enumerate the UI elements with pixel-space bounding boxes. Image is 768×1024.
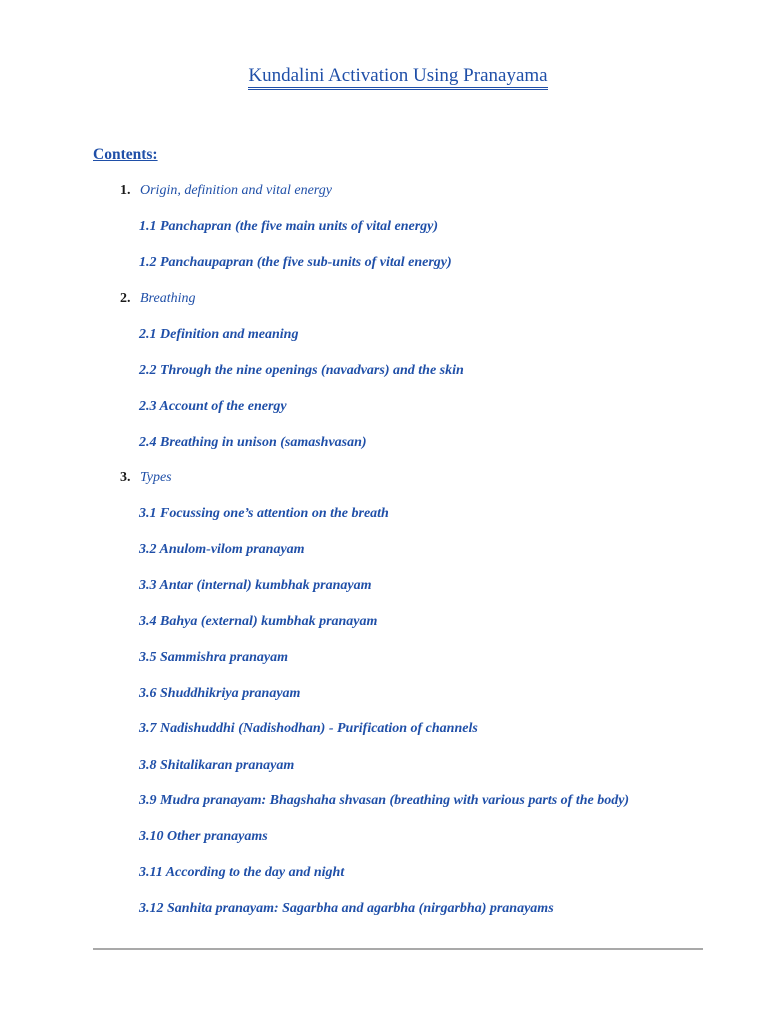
toc-section-1: [120, 182, 332, 200]
document-title: [0, 64, 768, 90]
toc-subsection-3-3: 3.3 Antar (internal) kumbhak pranayam: [139, 578, 372, 593]
toc-subsection-3-8: 3.8 Shitalikaran pranayam: [139, 758, 295, 773]
toc-subsection-3-4: 3.4 Bahya (external) kumbhak pranayam: [139, 614, 378, 629]
toc-subsection-2-2: 2.2 Through the nine openings (navadvars) and the skin: [139, 363, 464, 378]
toc-subsection-3-9: 3.9 Mudra pranayam: Bhagshaha shvasan (breathing with various parts of the body): [139, 793, 630, 808]
toc-subsection-2-3: 2.3 Account of the energy: [139, 399, 287, 414]
contents-heading: Contents:: [93, 146, 158, 163]
toc-subsection-3-11: 3.11 According to the day and night: [139, 865, 345, 880]
toc-subsection-3-5: 3.5 Sammishra pranayam: [139, 650, 288, 665]
toc-subsection-3-10: 3.10 Other pranayams: [139, 829, 268, 844]
toc-section-number: 2.: [120, 291, 131, 306]
toc-subsection-3-2: 3.2 Anulom-vilom pranayam: [139, 542, 305, 557]
page-divider: [93, 948, 703, 950]
toc-section-3: [120, 469, 172, 487]
toc-section-number: 1.: [120, 183, 131, 198]
toc-section-title: Origin, definition and vital energy: [140, 183, 332, 198]
toc-subsection-2-4: 2.4 Breathing in unison (samashvasan): [139, 435, 367, 450]
toc-subsection-3-1: 3.1 Focussing one’s attention on the breath: [139, 506, 389, 521]
toc-section-title: Types: [140, 470, 172, 485]
toc-subsection-3-6: 3.6 Shuddhikriya pranayam: [139, 686, 301, 701]
toc-section-number: 3.: [120, 470, 131, 485]
document-title-text: Kundalini Activation Using Pranayama: [248, 65, 547, 90]
toc-subsection-3-7: 3.7 Nadishuddhi (Nadishodhan) - Purification of channels: [139, 721, 478, 736]
toc-section-title: Breathing: [140, 291, 196, 306]
toc-subsection-2-1: 2.1 Definition and meaning: [139, 327, 299, 342]
toc-subsection-3-12: 3.12 Sanhita pranayam: Sagarbha and agarbha (nirgarbha) pranayams: [139, 901, 554, 916]
toc-section-2: [120, 290, 195, 308]
toc-subsection-1-1: 1.1 Panchapran (the five main units of vital energy): [139, 219, 439, 234]
toc-subsection-1-2: 1.2 Panchaupapran (the five sub-units of vital energy): [139, 255, 452, 270]
